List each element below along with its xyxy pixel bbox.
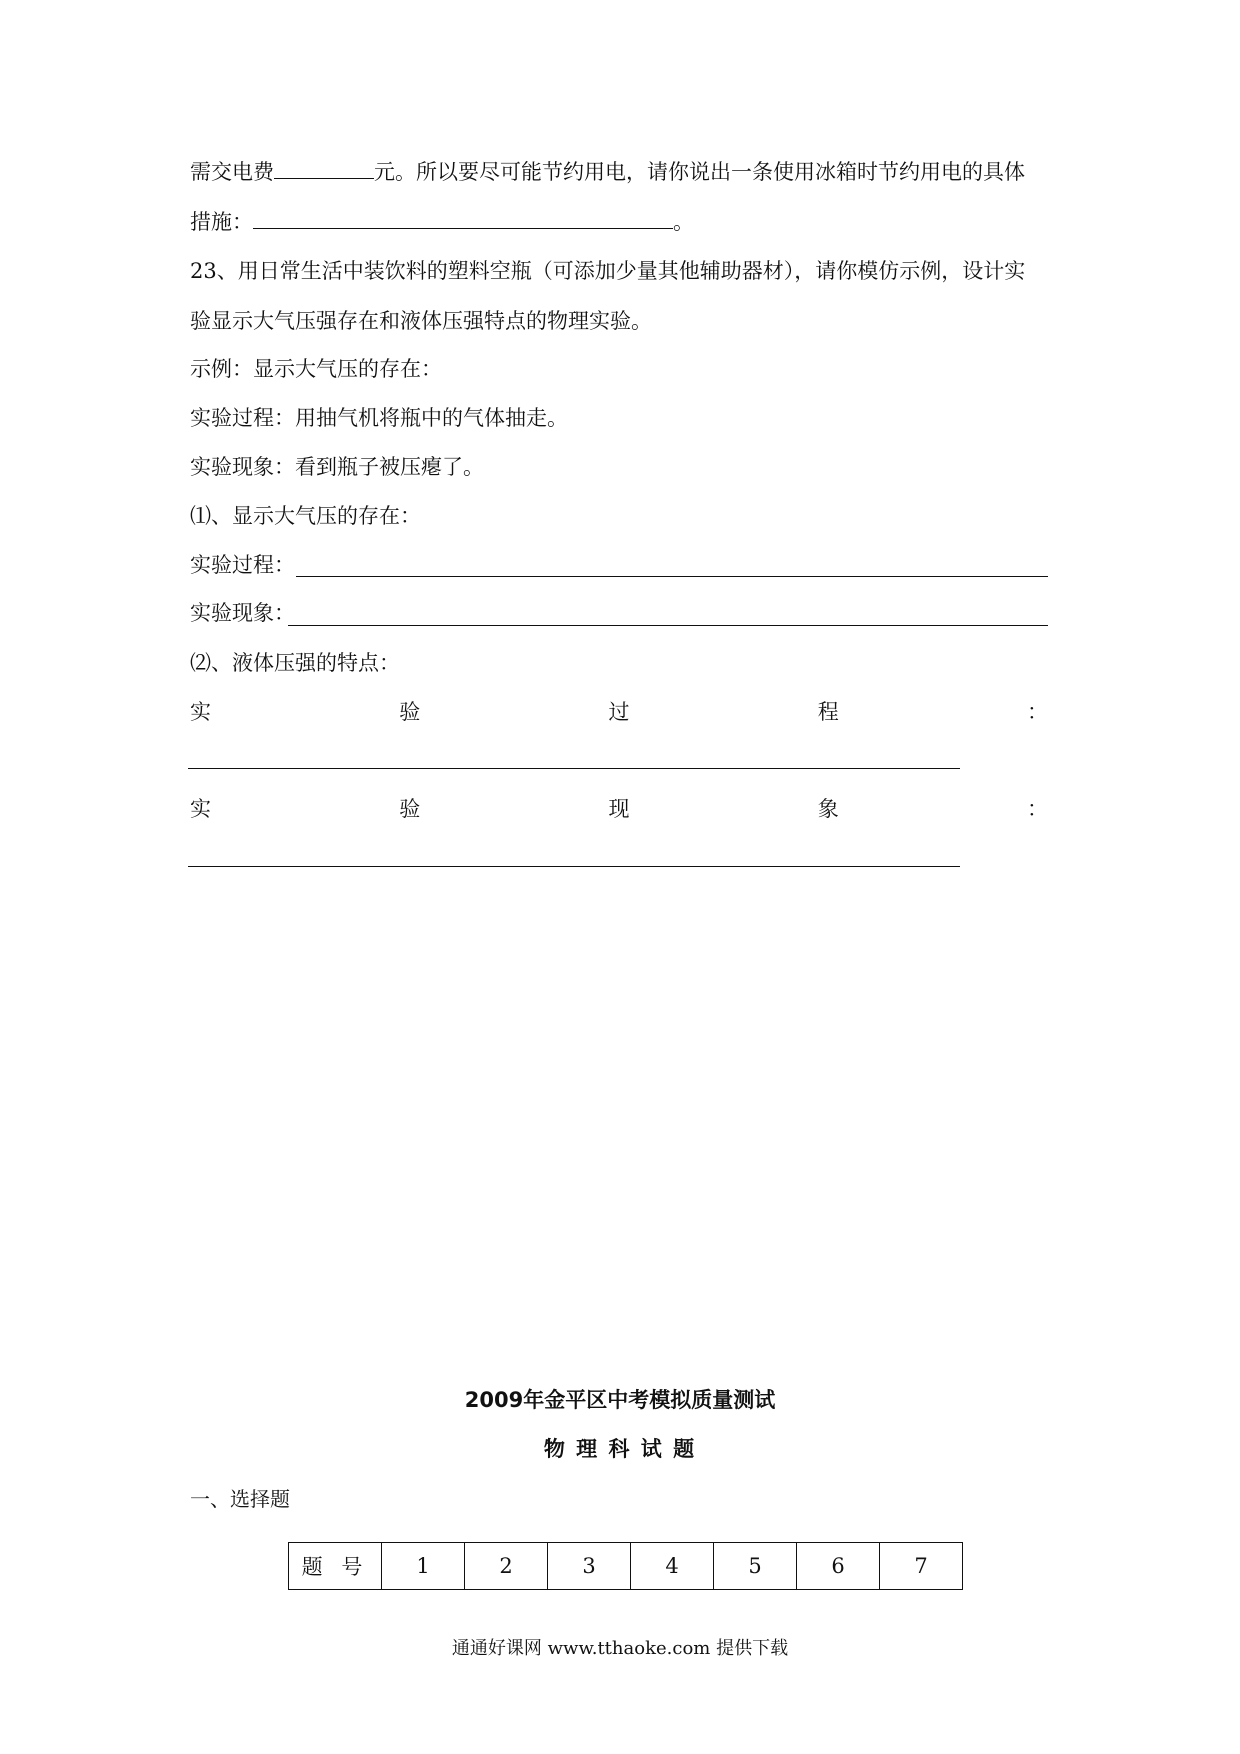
question-number-cell: 4 <box>631 1543 714 1590</box>
question-number-cell: 6 <box>797 1543 880 1590</box>
q22-line1-suffix: 元。所以要尽可能节约用电，请你说出一条使用冰箱时节约用电的具体 <box>374 160 1025 184</box>
part1-phenomenon-answer-line[interactable] <box>288 625 1048 626</box>
answer-table <box>288 1542 963 1590</box>
part1-phenomenon-label: 实验现象： <box>190 601 295 625</box>
q22-line-2 <box>190 206 694 237</box>
example-phenomenon: 实验现象：看到瓶子被压瘪了。 <box>190 455 484 479</box>
question-number-cell: 1 <box>382 1543 465 1590</box>
part1-process-answer-line[interactable] <box>296 576 1048 577</box>
question-number-cell: 2 <box>465 1543 548 1590</box>
part2-process-char: ： <box>1027 700 1048 724</box>
table-header-cell: 题 号 <box>289 1543 382 1590</box>
electricity-fee-blank[interactable] <box>274 156 374 179</box>
paper-subtitle: 物 理 科 试 题 <box>543 1437 697 1461</box>
example-process: 实验过程：用抽气机将瓶中的气体抽走。 <box>190 406 568 430</box>
part2-phenomenon-label <box>190 794 1048 824</box>
part2-process-answer-line[interactable] <box>188 768 960 769</box>
part2-phenomenon-char: 象 <box>817 797 839 821</box>
part2-phenomenon-char: 验 <box>399 797 421 821</box>
part2-process-char: 验 <box>399 700 421 724</box>
question-number-cell: 5 <box>714 1543 797 1590</box>
part2-title: ⑵、液体压强的特点： <box>190 651 400 675</box>
part2-phenomenon-char: 实 <box>190 797 211 821</box>
q22-line2-suffix: 。 <box>673 210 694 234</box>
paper-title: 2009年金平区中考模拟质量测试 <box>464 1388 776 1412</box>
q23-intro-line-1: 23、用日常生活中装饮料的塑料空瓶（可添加少量其他辅助器材），请你模仿示例，设计实 <box>190 259 1026 283</box>
part1-process-label: 实验过程： <box>190 553 295 577</box>
part2-phenomenon-answer-line[interactable] <box>188 866 960 867</box>
part2-process-char: 过 <box>608 700 630 724</box>
footer-source: 通通好课网 www.tthaoke.com 提供下载 <box>451 1638 789 1659</box>
saving-measure-blank[interactable] <box>253 206 673 229</box>
table-row <box>289 1543 963 1590</box>
part1-title: ⑴、显示大气压的存在： <box>190 504 421 528</box>
section-heading: 一、选择题 <box>190 1487 290 1511</box>
q22-line1-prefix: 需交电费 <box>190 160 274 184</box>
part2-phenomenon-char: 现 <box>608 797 630 821</box>
part2-process-char: 程 <box>817 700 839 724</box>
question-number-cell: 7 <box>880 1543 963 1590</box>
q22-line2-prefix: 措施： <box>190 210 253 234</box>
q23-intro-line-2: 验显示大气压强存在和液体压强特点的物理实验。 <box>190 309 652 333</box>
part2-process-char: 实 <box>190 700 211 724</box>
question-number-cell: 3 <box>548 1543 631 1590</box>
part2-phenomenon-char: ： <box>1027 797 1048 821</box>
part2-process-label <box>190 697 1048 727</box>
example-title: 示例：显示大气压的存在： <box>190 357 442 381</box>
q22-line-1 <box>190 156 1025 187</box>
